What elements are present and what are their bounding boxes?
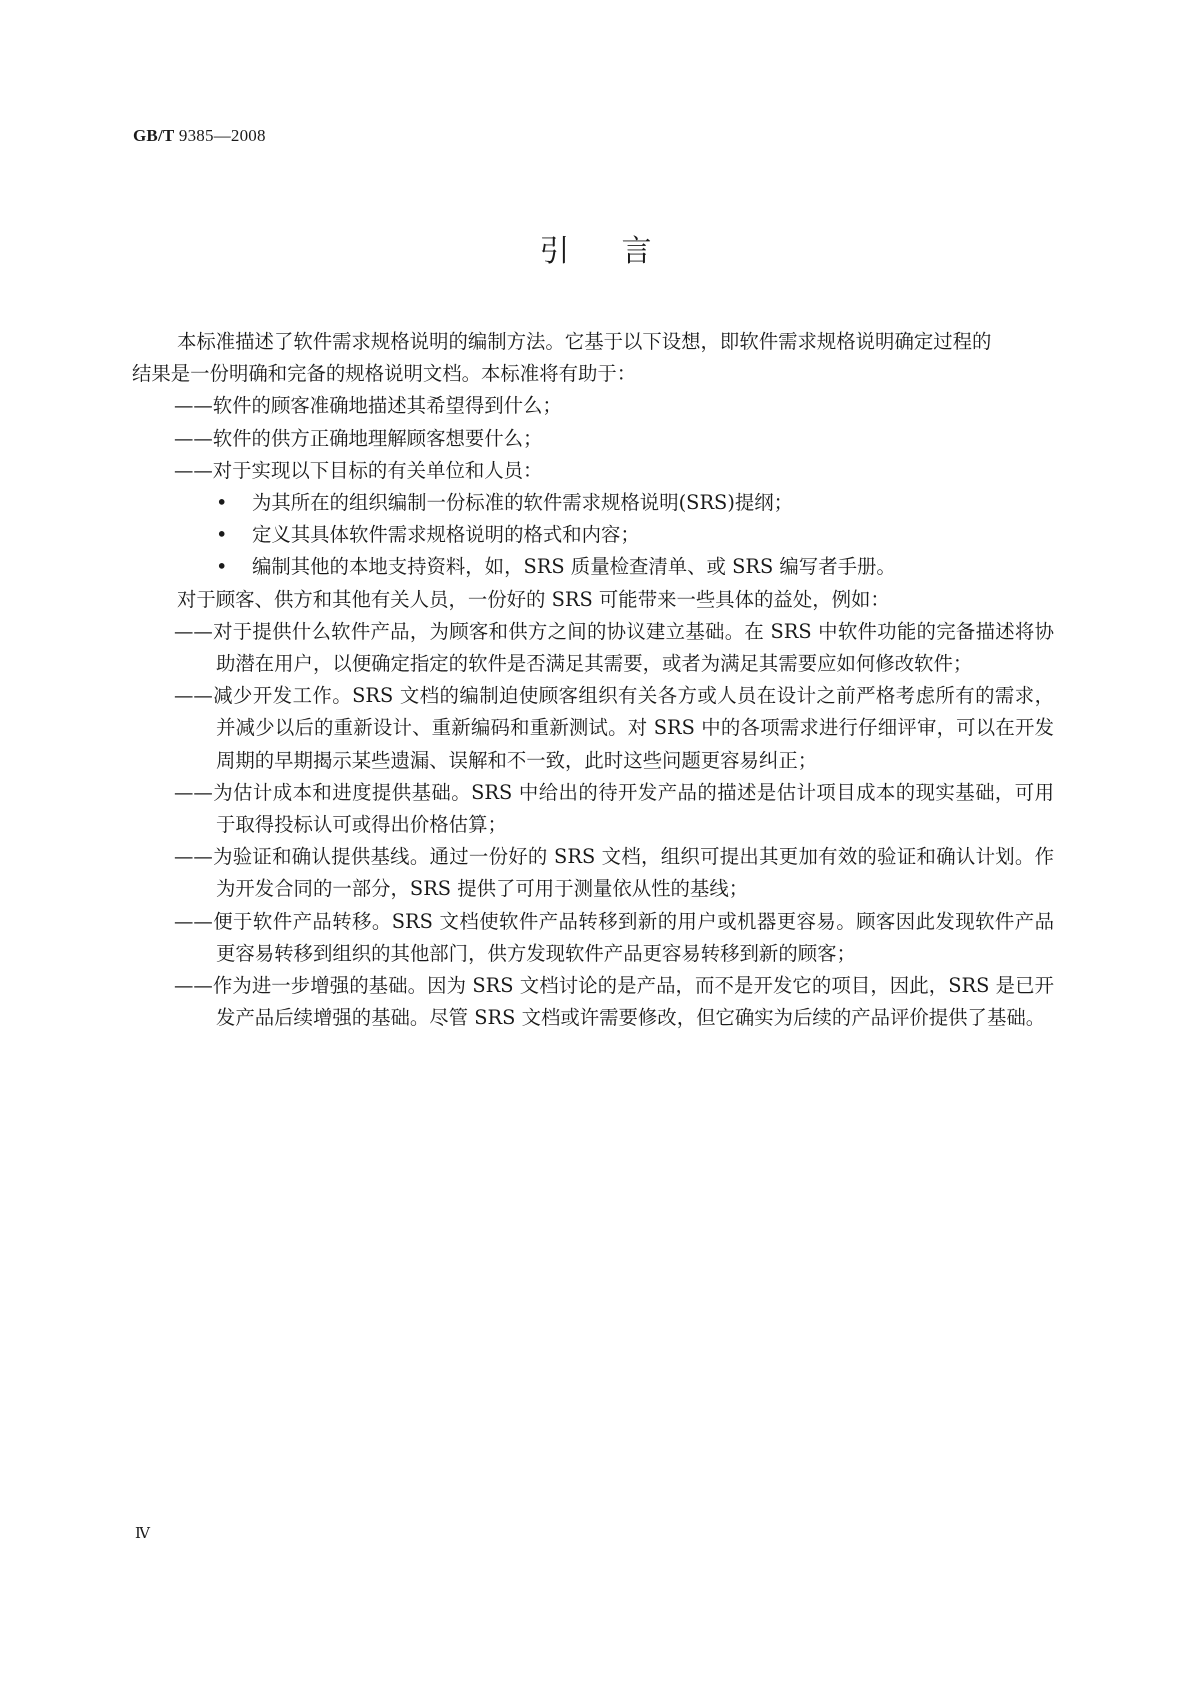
standard-prefix: GB/T <box>133 126 175 145</box>
benefit-item: ——为验证和确认提供基线。通过一份好的 SRS 文档，组织可提出其更加有效的验证和确认计划。作为开发合同的一部分，SRS 提供了可用于测量依从性的基线； <box>174 845 1054 901</box>
page-number: Ⅳ <box>135 1526 150 1542</box>
help-item: ——软件的顾客准确地描述其希望得到什么； <box>174 394 562 418</box>
bullet-dot: • <box>216 523 228 547</box>
benefits-intro: 对于顾客、供方和其他有关人员，一份好的 SRS 可能带来一些具体的益处，例如： <box>177 587 890 611</box>
bullet-dot: • <box>216 491 228 515</box>
bullet-item <box>174 487 1054 519</box>
bullet-item <box>174 551 1054 583</box>
benefit-item: ——对于提供什么软件产品，为顾客和供方之间的协议建立基础。在 SRS 中软件功能的完备描述将协助潜在用户，以便确定指定的软件是否满足其需要，或者为满足其需要应如何修改软件； <box>174 619 1054 676</box>
bullet-dot: • <box>216 555 228 579</box>
standard-code-header <box>133 126 266 146</box>
bullet-text: 编制其他的本地支持资料，如，SRS 质量检查清单、或 SRS 编写者手册。 <box>252 555 896 579</box>
document-body <box>132 326 1054 1034</box>
benefit-item: ——作为进一步增强的基础。因为 SRS 文档讨论的是产品，而不是开发它的项目，因此，SRS 是已开发产品后续增强的基础。尽管 SRS 文档或许需要修改，但它确实为后续的产品评价提供了基础。 <box>174 974 1054 1030</box>
help-item: ——软件的供方正确地理解顾客想要什么； <box>174 426 543 450</box>
bullet-text: 为其所在的组织编制一份标准的软件需求规格说明(SRS)提纲； <box>252 491 794 515</box>
intro-paragraph-line1: 本标准描述了软件需求规格说明的编制方法。它基于以下设想，即软件需求规格说明确定过程的 <box>177 330 992 353</box>
benefit-item: ——为估计成本和进度提供基础。SRS 中给出的待开发产品的描述是估计项目成本的现实基础，可用于取得投标认可或得出价格估算； <box>174 780 1054 837</box>
benefit-item: ——便于软件产品转移。SRS 文档使软件产品转移到新的用户或机器更容易。顾客因此发现软件产品更容易转移到组织的其他部门，供方发现软件产品更容易转移到新的顾客； <box>174 909 1054 965</box>
benefit-item: ——减少开发工作。SRS 文档的编制迫使顾客组织有关各方或人员在设计之前严格考虑所有的需求，并减少以后的重新设计、重新编码和重新测试。对 SRS 中的各项需求进行仔细评审，可以在开发周期的早期揭示某些遗漏、误解和不一致，此时这些问题更容易纠正； <box>174 684 1054 772</box>
page-title: 引言 <box>539 234 704 269</box>
help-item: ——对于实现以下目标的有关单位和人员： <box>174 458 543 482</box>
standard-number: 9385—2008 <box>178 126 266 145</box>
bullet-item <box>174 519 1054 551</box>
bullet-text: 定义其具体软件需求规格说明的格式和内容； <box>252 523 640 547</box>
intro-paragraph-line2: 结果是一份明确和完备的规格说明文档。本标准将有助于： <box>132 362 637 386</box>
